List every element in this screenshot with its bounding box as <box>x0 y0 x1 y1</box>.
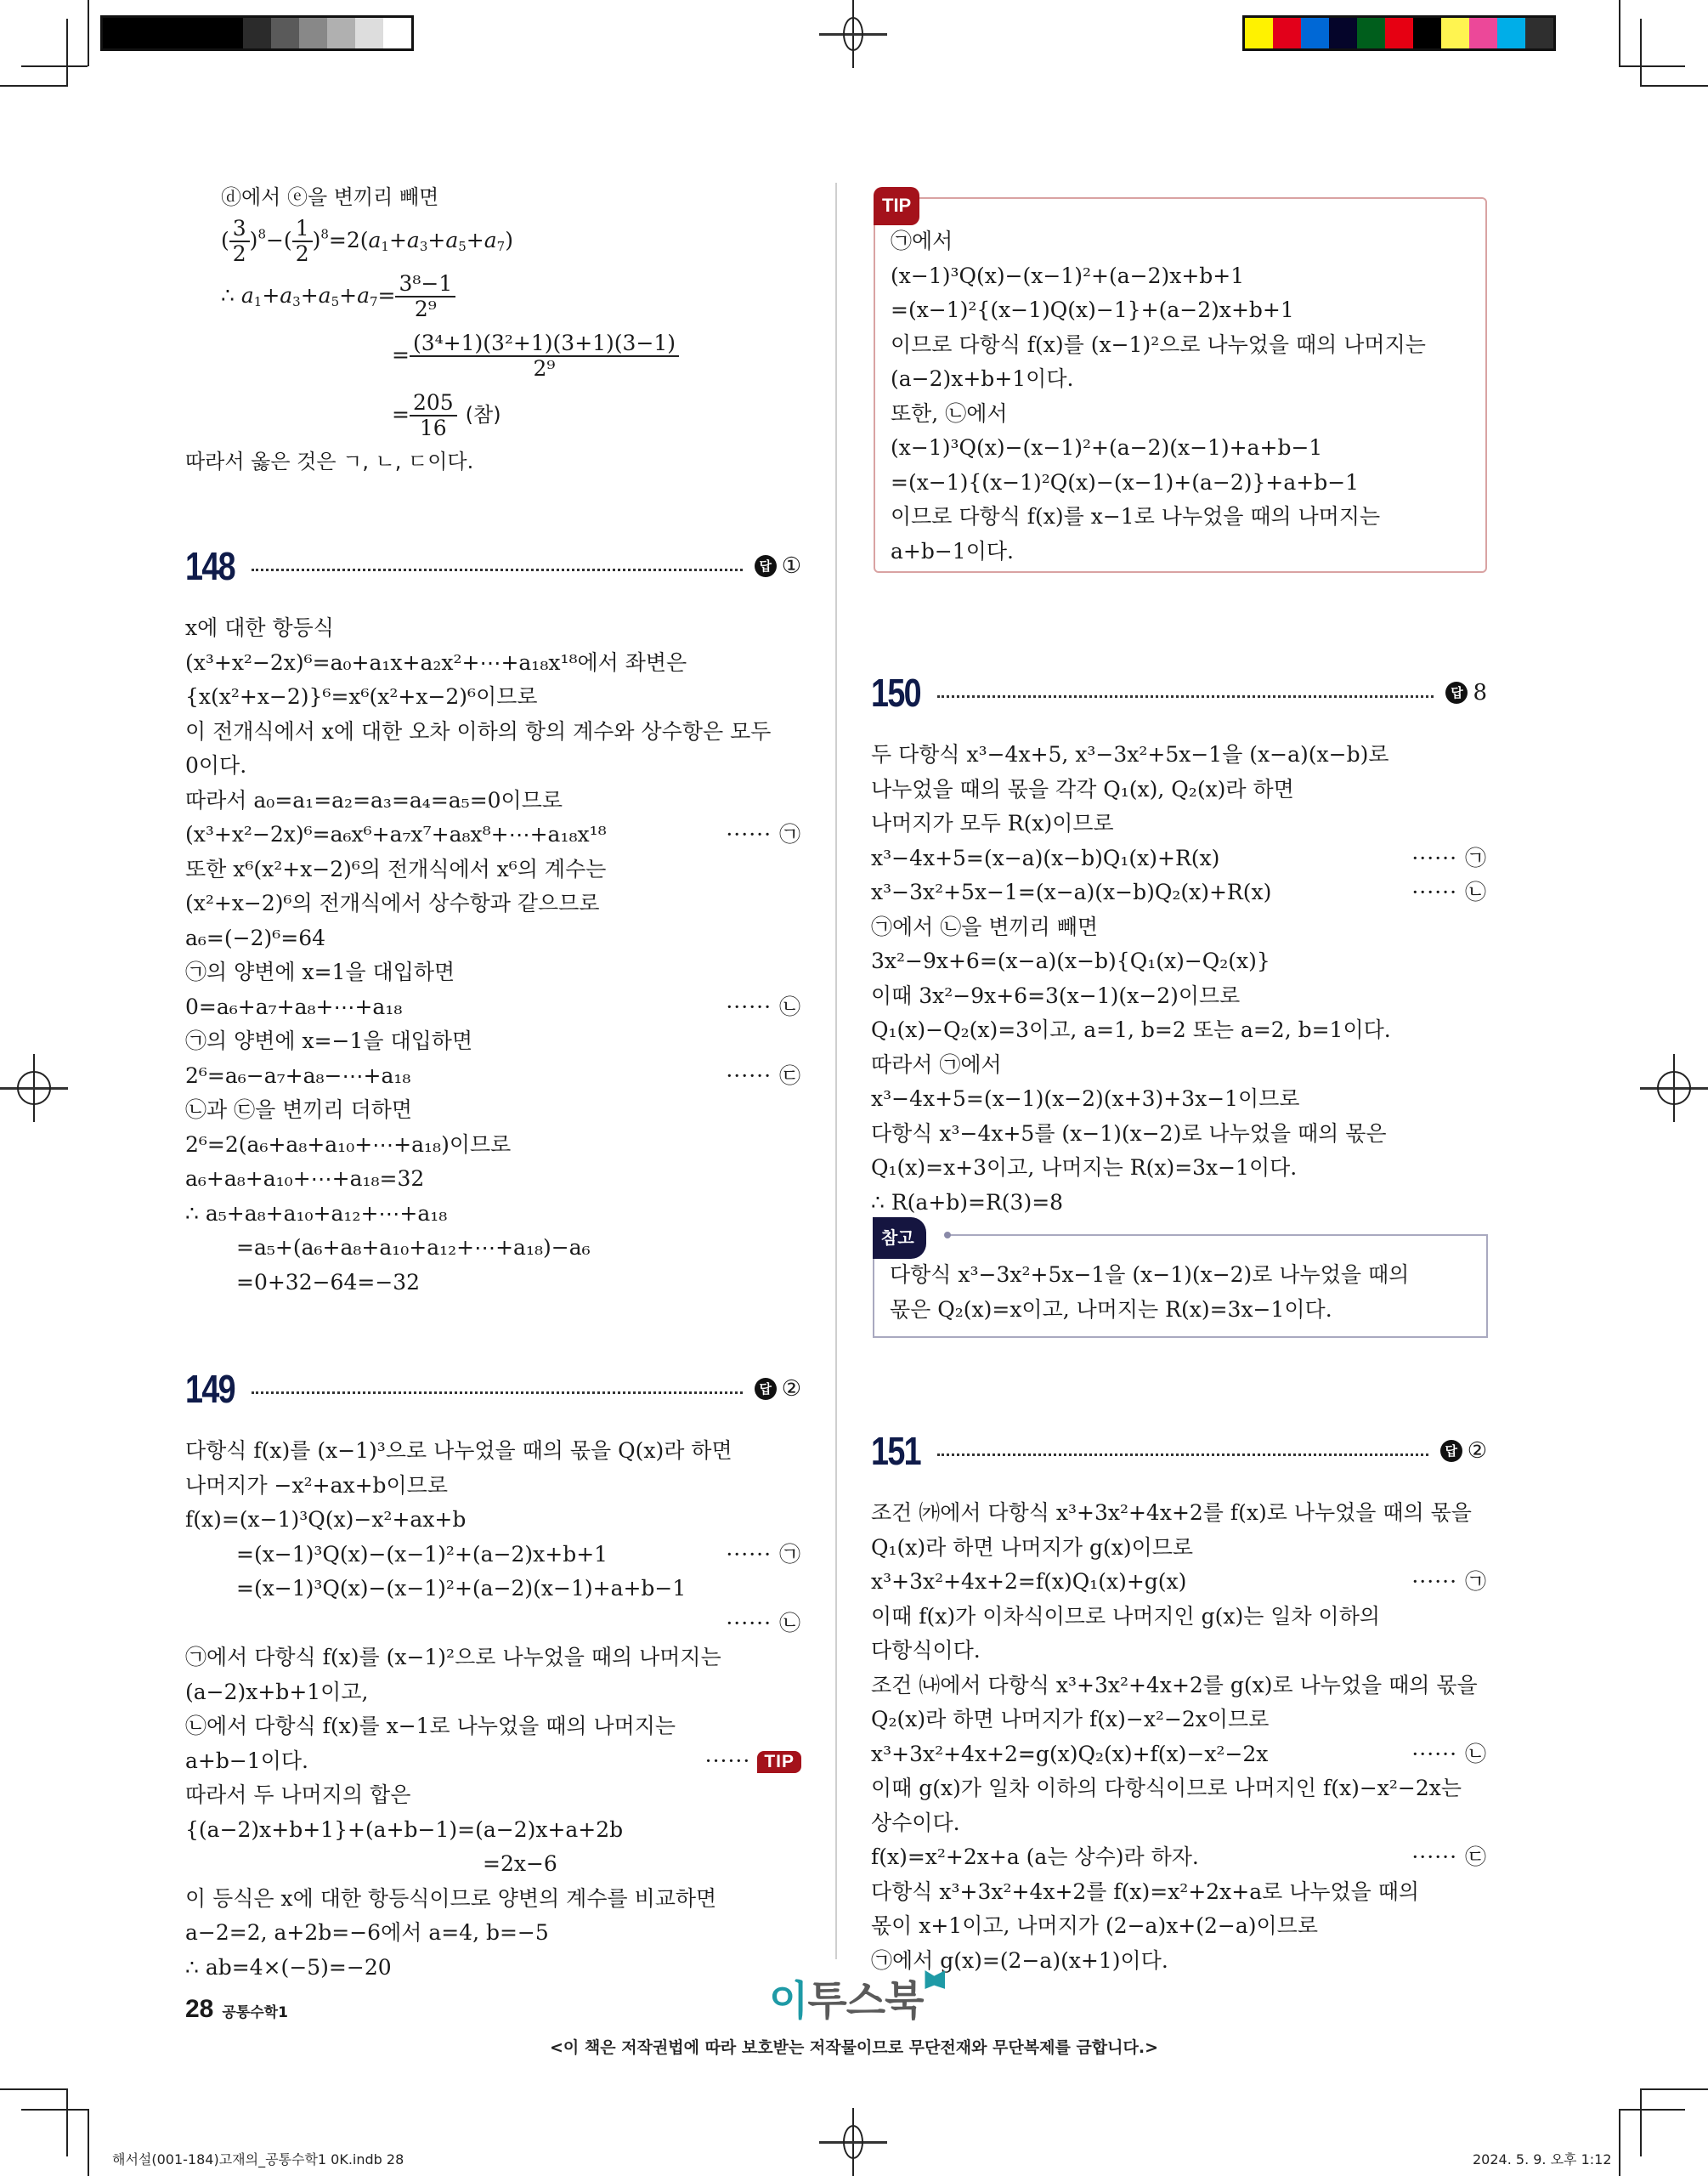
solution-line <box>871 1703 1487 1737</box>
solution-line <box>871 910 1487 945</box>
gray-swatch <box>103 18 131 48</box>
line-text: ㉡에서 다항식 f(x)를 x−1로 나누었을 때의 나머지는 <box>185 1714 676 1738</box>
line-text: x³+3x²+4x+2=f(x)Q₁(x)+g(x) <box>871 1569 1187 1594</box>
gray-swatch <box>131 18 159 48</box>
line-text: 0이다. <box>185 753 247 778</box>
line-text: ∴ ab=4×(−5)=−20 <box>185 1954 392 1980</box>
solution-line <box>185 1538 801 1572</box>
tip-line: 또한, ㉡에서 <box>891 400 1008 426</box>
solution-line <box>871 807 1487 842</box>
solution-line <box>185 680 801 715</box>
equation-tag: ······ ㉠ <box>1411 845 1487 870</box>
leader-dots <box>937 1454 1428 1456</box>
problem-number: 148 <box>185 543 235 588</box>
tip-line: =(x−1)²{(x−1)Q(x)−1}+(a−2)x+b+1 <box>891 298 1294 322</box>
gray-swatch <box>159 18 187 48</box>
problem-148-body <box>185 611 801 1300</box>
gray-swatch <box>187 18 215 48</box>
fraction-result: $\frac{205}{16}$ <box>410 391 457 439</box>
solution-line <box>185 1197 801 1232</box>
line-text: =0+32−64=−32 <box>236 1269 421 1295</box>
leader-dots <box>937 695 1434 698</box>
solution-line <box>185 1059 801 1094</box>
line-text: 다항식 x³−4x+5를 (x−1)(x−2)로 나누었을 때의 몫은 <box>871 1120 1387 1146</box>
file-slug: 해서설(001-184)고재의_공통수학1 0K.indb 28 <box>112 2151 404 2168</box>
line-text: 따라서 a₀=a₁=a₂=a₃=a₄=a₅=0이므로 <box>185 787 563 813</box>
crop-mark-bottom-left-v2 <box>88 2109 89 2176</box>
solution-line <box>185 853 801 887</box>
line-text: f(x)=(x−1)³Q(x)−x²+ax+b <box>185 1507 467 1532</box>
line-text: 몫이 x+1이고, 나머지가 (2−a)x+(2−a)이므로 <box>871 1913 1318 1938</box>
solution-line <box>185 1231 801 1266</box>
solution-line <box>185 1469 801 1504</box>
color-swatch <box>1441 18 1469 48</box>
line-text: Q₁(x)−Q₂(x)=3이고, a=1, b=2 또는 a=2, b=1이다. <box>871 1017 1391 1042</box>
solution-line <box>871 1565 1487 1600</box>
crop-mark-bottom-left-h2 <box>21 2109 88 2111</box>
copyright-notice: <이 책은 저작권법에 따라 보호받는 저작물이므로 무단전재와 무단복제를 금합니다.> <box>549 2038 1158 2057</box>
fraction-1-2: $\frac{1}{2}$ <box>292 217 313 265</box>
book-flag-icon <box>925 1970 945 1989</box>
problem-150-body <box>871 738 1487 1220</box>
solution-line <box>185 1744 801 1779</box>
gray-swatch <box>271 18 299 48</box>
solution-line <box>185 1882 801 1917</box>
solution-line <box>185 1606 801 1641</box>
line-text: 조건 ㈏에서 다항식 x³+3x²+4x+2를 g(x)로 나누었을 때의 몫을 <box>871 1672 1478 1697</box>
color-swatch <box>1469 18 1497 48</box>
solution-line <box>185 887 801 921</box>
line-text: 이 전개식에서 x에 대한 오차 이하의 항의 계수와 상수항은 모두 <box>185 718 772 744</box>
line-text: 또한 x⁶(x²+x−2)⁶의 전개식에서 x⁶의 계수는 <box>185 856 607 881</box>
crop-mark-top-left-h2 <box>0 85 68 87</box>
intro-equation-3: = $\frac{\text{(3⁴+1)(3²+1)(3+1)(3−1)}}{\text{2⁹}}$ <box>185 326 801 387</box>
line-text: ㉠에서 다항식 f(x)를 (x−1)²으로 나누었을 때의 나머지는 <box>185 1645 721 1669</box>
line-text: ㉠의 양변에 x=1을 대입하면 <box>185 960 455 984</box>
registration-mark-top <box>819 0 887 68</box>
solution-line <box>871 1531 1487 1566</box>
fraction-sum: $\frac{\text{3⁸−1}}{\text{2⁹}}$ <box>395 272 455 320</box>
crop-mark-bottom-right-v2 <box>1619 2109 1620 2176</box>
solution-line <box>185 1434 801 1469</box>
line-text: f(x)=x²+2x+a (a는 상수)라 하자. <box>871 1844 1199 1869</box>
solution-line <box>871 1496 1487 1531</box>
fraction-factored: $\frac{\text{(3⁴+1)(3²+1)(3+1)(3−1)}}{\text{2⁹}}$ <box>410 332 679 380</box>
print-date: 2024. 5. 9. 오후 1:12 <box>1473 2151 1612 2168</box>
line-text: x³−3x²+5x−1=(x−a)(x−b)Q₂(x)+R(x) <box>871 880 1272 904</box>
solution-line <box>871 1840 1487 1875</box>
solution-line <box>185 1951 801 1986</box>
solution-line <box>185 1916 801 1951</box>
line-text: x³−4x+5=(x−1)(x−2)(x+3)+3x−1이므로 <box>871 1086 1300 1111</box>
solution-line <box>185 1266 801 1300</box>
problem-151-header <box>871 1421 1487 1481</box>
color-swatch <box>1301 18 1329 48</box>
solution-line <box>185 1024 801 1059</box>
right-column <box>871 654 1487 1220</box>
solution-line <box>185 818 801 853</box>
equation-tag: ······ ㉠ <box>726 1541 801 1567</box>
solution-line <box>185 1709 801 1744</box>
color-swatch <box>1497 18 1525 48</box>
line-text: 다항식 f(x)를 (x−1)³으로 나누었을 때의 몫을 Q(x)라 하면 <box>185 1438 732 1463</box>
tip-line: 이므로 다항식 f(x)를 x−1로 나누었을 때의 나머지는 <box>891 504 1381 529</box>
intro-conclusion: 따라서 옳은 것은 ㄱ, ㄴ, ㄷ이다. <box>185 449 474 473</box>
problem-148-header <box>185 536 801 596</box>
solution-line <box>185 1093 801 1128</box>
tip-content <box>891 224 1470 569</box>
line-text: Q₁(x)=x+3이고, 나머지는 R(x)=3x−1이다. <box>871 1155 1298 1180</box>
solution-line <box>871 1875 1487 1910</box>
gray-swatch <box>383 18 411 48</box>
leader-dots <box>252 1391 743 1394</box>
tip-line: 이므로 다항식 f(x)를 (x−1)²으로 나누었을 때의 나머지는 <box>891 332 1426 357</box>
solution-line <box>871 944 1487 979</box>
crop-mark-bottom-right-h <box>1640 2088 1708 2090</box>
line-text: 이때 g(x)가 일차 이하의 다항식이므로 나머지인 f(x)−x²−2x는 <box>871 1776 1462 1800</box>
line-text: 나머지가 모두 R(x)이므로 <box>871 811 1114 836</box>
tip-box <box>874 197 1487 573</box>
line-text: 이 등식은 x에 대한 항등식이므로 양변의 계수를 비교하면 <box>185 1885 717 1911</box>
answer-badge-icon: 답 <box>1445 682 1468 704</box>
color-swatch <box>1385 18 1413 48</box>
answer: 답 8 <box>1445 676 1487 711</box>
solution-line <box>871 1771 1487 1806</box>
solution-line <box>871 979 1487 1014</box>
problem-149-header <box>185 1359 801 1419</box>
line-text: ㉠에서 g(x)=(2−a)(x+1)이다. <box>871 1947 1168 1973</box>
line-text: a+b−1이다. <box>185 1748 308 1773</box>
color-swatch <box>1413 18 1441 48</box>
color-swatch-bar <box>1242 15 1556 51</box>
line-text: 이때 f(x)가 이차식이므로 나머지인 g(x)는 일차 이하의 <box>871 1603 1381 1629</box>
solution-line <box>871 1944 1487 1979</box>
line-text: x에 대한 항등식 <box>185 615 334 640</box>
crop-mark-top-right-v <box>1619 0 1620 66</box>
gray-swatch <box>243 18 271 48</box>
crop-mark-top-left-v <box>88 0 89 66</box>
problem-number: 151 <box>871 1428 921 1473</box>
crop-mark-bottom-left-h <box>0 2088 68 2090</box>
equation-tag: ······ ㉡ <box>726 1610 801 1635</box>
answer-badge-icon: 답 <box>1440 1440 1462 1462</box>
fraction-3-2: $\frac{3}{2}$ <box>229 217 250 265</box>
solution-line <box>185 1778 801 1813</box>
line-text: 다항식 x³+3x²+4x+2를 f(x)=x²+2x+a로 나누었을 때의 <box>871 1878 1420 1904</box>
page-footer <box>185 1995 288 2024</box>
gray-swatch-bar <box>100 15 414 51</box>
gray-swatch <box>355 18 383 48</box>
solution-line <box>871 1669 1487 1703</box>
solution-line <box>871 773 1487 808</box>
gray-swatch <box>215 18 243 48</box>
solution-line <box>185 784 801 819</box>
solution-line <box>185 1847 801 1882</box>
answer-badge-icon: 답 <box>755 555 777 577</box>
tip-line: (a−2)x+b+1이다. <box>891 366 1074 391</box>
line-text: ㉡과 ㉢을 변끼리 더하면 <box>185 1097 413 1122</box>
crop-mark-bottom-right-h2 <box>1619 2109 1685 2111</box>
solution-line <box>871 738 1487 773</box>
line-text: 따라서 ㉠에서 <box>871 1051 1002 1077</box>
registration-mark-left <box>0 1054 68 1122</box>
line-text: =a₅+(a₆+a₈+a₁₀+a₁₂+⋯+a₁₈)−a₆ <box>236 1235 591 1260</box>
solution-line <box>871 1082 1487 1117</box>
crop-mark-bottom-left-v <box>66 2088 68 2156</box>
line-text: (x²+x−2)⁶의 전개식에서 상수항과 같으므로 <box>185 891 600 915</box>
solution-line <box>185 990 801 1025</box>
line-text: ㉠의 양변에 x=−1을 대입하면 <box>185 1028 473 1053</box>
problem-number: 149 <box>185 1366 235 1411</box>
line-text: a−2=2, a+2b=−6에서 a=4, b=−5 <box>185 1920 549 1945</box>
solution-line <box>185 715 801 750</box>
problem-151-body <box>871 1496 1487 1978</box>
equation-tag: ······ ㉢ <box>1411 1844 1487 1869</box>
line-text: 2⁶=a₆−a₇+a₈−⋯+a₁₈ <box>185 1062 411 1088</box>
book-title: 공통수학1 <box>222 2004 288 2021</box>
line-text: ㉠에서 ㉡을 변끼리 빼면 <box>871 914 1099 939</box>
page-number: 28 <box>185 1995 214 2023</box>
equation-tag: ······ ㉠ <box>726 822 801 847</box>
solution-line <box>185 611 801 646</box>
solution-line <box>185 749 801 784</box>
solution-line <box>871 1600 1487 1635</box>
line-text: 이때 3x²−9x+6=3(x−1)(x−2)이므로 <box>871 983 1241 1008</box>
line-text: x³−4x+5=(x−a)(x−b)Q₁(x)+R(x) <box>871 845 1220 870</box>
solution-line <box>871 1013 1487 1048</box>
equation-tag: ······ ㉡ <box>726 994 801 1019</box>
line-text: =2x−6 <box>483 1851 557 1876</box>
line-text: a₆+a₈+a₁₀+⋯+a₁₈=32 <box>185 1166 425 1191</box>
line-text: {x(x²+x−2)}⁶=x⁶(x²+x−2)⁶이므로 <box>185 684 538 709</box>
line-text: 나누었을 때의 몫을 각각 Q₁(x), Q₂(x)라 하면 <box>871 776 1294 802</box>
right-column-lower <box>871 1413 1487 1978</box>
solution-line <box>185 1162 801 1197</box>
intro-line: ⓓ에서 ⓔ을 변끼리 빼면 <box>221 185 439 209</box>
solution-line <box>185 955 801 990</box>
answer: 답 ② <box>1440 1434 1487 1469</box>
solution-line <box>185 1503 801 1538</box>
publisher-logo: 이 투스북 <box>769 1968 945 2026</box>
solution-line <box>185 921 801 956</box>
solution-line <box>185 646 801 681</box>
solution-line <box>871 1634 1487 1669</box>
solution-line <box>185 1128 801 1163</box>
line-text: ∴ R(a+b)=R(3)=8 <box>871 1189 1064 1215</box>
solution-line <box>185 1675 801 1710</box>
solution-line <box>185 1640 801 1675</box>
solution-line <box>871 1151 1487 1186</box>
tip-reference-badge: TIP <box>757 1751 801 1773</box>
leader-dots <box>252 569 743 571</box>
line-text: 상수이다. <box>871 1810 960 1835</box>
problem-150-header <box>871 663 1487 722</box>
line-text: Q₂(x)라 하면 나머지가 f(x)−x²−2x이므로 <box>871 1707 1270 1731</box>
crop-mark-bottom-right-v <box>1640 2088 1642 2156</box>
line-text: (a−2)x+b+1이고, <box>185 1679 369 1704</box>
note-line: 몫은 Q₂(x)=x이고, 나머지는 R(x)=3x−1이다. <box>890 1296 1332 1322</box>
solution-line <box>871 1117 1487 1152</box>
equation-tag: ······ ㉡ <box>1411 880 1487 904</box>
problem-149-body <box>185 1434 801 1985</box>
solution-line <box>871 1048 1487 1083</box>
tip-line: =(x−1){(x−1)²Q(x)−(x−1)+(a−2)}+a+b−1 <box>891 469 1360 495</box>
line-text: 나머지가 −x²+ax+b이므로 <box>185 1472 448 1498</box>
solution-line <box>871 876 1487 910</box>
color-swatch <box>1329 18 1357 48</box>
line-text: Q₁(x)라 하면 나머지가 g(x)이므로 <box>871 1534 1194 1560</box>
note-line: 다항식 x³−3x²+5x−1을 (x−1)(x−2)로 나누었을 때의 <box>890 1262 1410 1287</box>
solution-line <box>871 842 1487 876</box>
line-text: 3x²−9x+6=(x−a)(x−b){Q₁(x)−Q₂(x)} <box>871 949 1270 973</box>
line-text: 따라서 두 나머지의 합은 <box>185 1782 411 1807</box>
line-text: 다항식이다. <box>871 1638 981 1663</box>
line-text: a₆=(−2)⁶=64 <box>185 925 326 950</box>
solution-line <box>871 1806 1487 1841</box>
intro-equation-4: = $\frac{205}{16}$ (참) <box>392 390 501 440</box>
color-swatch <box>1273 18 1301 48</box>
gray-swatch <box>299 18 327 48</box>
intro-equation-1: ( $\frac{3}{2}$ )$^8$−( $\frac{1}{2}$ )$^8=2(a_1+a_3+a_5+a_7)$ <box>221 216 513 266</box>
solution-line <box>871 1737 1487 1772</box>
solution-line <box>871 1186 1487 1221</box>
tip-line: a+b−1이다. <box>891 538 1014 564</box>
answer-badge-icon: 답 <box>755 1378 777 1400</box>
line-text: ∴ a₅+a₈+a₁₀+a₁₂+⋯+a₁₈ <box>185 1200 448 1226</box>
note-box <box>873 1227 1488 1338</box>
color-swatch <box>1245 18 1273 48</box>
tip-line: (x−1)³Q(x)−(x−1)²+(a−2)x+b+1 <box>891 263 1245 288</box>
registration-mark-bottom <box>819 2108 887 2176</box>
crop-mark-top-left-h <box>21 65 88 67</box>
line-text: 2⁶=2(a₆+a₈+a₁₀+⋯+a₁₈)이므로 <box>185 1131 512 1157</box>
equation-tag: ······ ㉠ <box>1411 1569 1487 1594</box>
answer: 답 ① <box>755 549 801 584</box>
solution-line <box>185 1572 801 1606</box>
gray-swatch <box>327 18 355 48</box>
crop-mark-top-right-h2 <box>1640 85 1708 87</box>
line-text: =(x−1)³Q(x)−(x−1)²+(a−2)(x−1)+a+b−1 <box>236 1576 687 1601</box>
line-text: (x³+x²−2x)⁶=a₆x⁶+a₇x⁷+a₈x⁸+⋯+a₁₈x¹⁸ <box>185 822 607 847</box>
answer: 답 ② <box>755 1372 801 1407</box>
line-text: x³+3x²+4x+2=g(x)Q₂(x)+f(x)−x²−2x <box>871 1741 1269 1766</box>
note-label: 참고 <box>873 1217 926 1259</box>
left-column <box>185 180 801 1985</box>
color-swatch <box>1357 18 1385 48</box>
intro-equation-2: ∴ $a_1+a_3+a_5+a_7=$ $\frac{\text{3⁸−1}}{\text{2⁹}}$ <box>185 268 801 326</box>
tip-label: TIP <box>874 187 919 225</box>
registration-mark-right <box>1640 1054 1708 1122</box>
problem-number: 150 <box>871 670 921 715</box>
crop-mark-top-left-v2 <box>66 19 68 87</box>
equation-tag: ······ ㉢ <box>726 1062 801 1088</box>
line-text: 두 다항식 x³−4x+5, x³−3x²+5x−1을 (x−a)(x−b)로 <box>871 742 1389 767</box>
line-text: 조건 ㈎에서 다항식 x³+3x²+4x+2를 f(x)로 나누었을 때의 몫을 <box>871 1500 1472 1525</box>
equation-tag: ······ TIP <box>705 1744 801 1779</box>
solution-line <box>185 1813 801 1848</box>
equation-tag: ······ ㉡ <box>1411 1741 1487 1766</box>
line-text: (x³+x²−2x)⁶=a₀+a₁x+a₂x²+⋯+a₁₈x¹⁸에서 좌변은 <box>185 649 687 675</box>
column-divider <box>835 183 837 1959</box>
tip-line: ㉠에서 <box>891 229 953 253</box>
solution-line <box>871 1909 1487 1944</box>
line-text: 0=a₆+a₇+a₈+⋯+a₁₈ <box>185 994 403 1019</box>
crop-mark-top-right-v2 <box>1640 19 1642 87</box>
tip-line: (x−1)³Q(x)−(x−1)²+(a−2)(x−1)+a+b−1 <box>891 435 1323 460</box>
line-text: {(a−2)x+b+1}+(a+b−1)=(a−2)x+a+2b <box>185 1816 624 1842</box>
note-bullet-icon <box>944 1232 951 1238</box>
color-swatch <box>1525 18 1553 48</box>
crop-mark-top-right-h <box>1619 65 1685 67</box>
line-text: =(x−1)³Q(x)−(x−1)²+(a−2)x+b+1 <box>236 1541 608 1567</box>
